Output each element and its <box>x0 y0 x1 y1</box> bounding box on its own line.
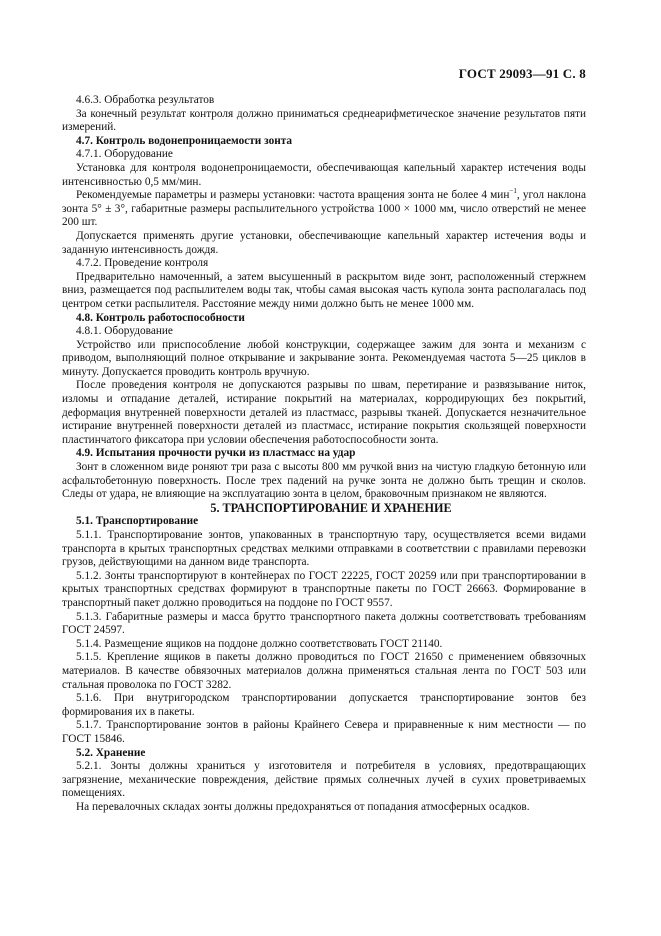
paragraph: Допускается применять другие установки, обеспечивающие капельный характер истечения воды и заданную интенсивность дождя. <box>62 229 586 256</box>
section-heading-4-8: 4.8. Контроль работоспособности <box>76 311 245 324</box>
subsection-heading-4-7-2: 4.7.2. Проведение контроля <box>76 257 209 270</box>
section-title-5: 5. ТРАНСПОРТИРОВАНИЕ И ХРАНЕНИЕ <box>210 500 452 515</box>
paragraph: 5.1.6. При внутригородском транспортировании допускается транспортирование зонтов без формирования их в пакеты. <box>62 692 586 718</box>
paragraph-parameters <box>62 189 586 230</box>
paragraph: 5.1.3. Габаритные размеры и масса брутто транспортного пакета должны соответствовать требованиям ГОСТ 24597. <box>62 610 586 637</box>
paragraph-text: Рекомендуемые параметры и размеры установки: частота вращения зонта не более 4 мин <box>76 189 510 202</box>
paragraph: Предварительно намоченный, а затем высушенный в раскрытом виде зонт, расположенный стержнем вниз, размещается под распылителем воды так, чтобы самая высокая часть купола зонта располагалась под центром сетки распылителя. Расстояние между ними должно быть не менее 1000 мм. <box>62 270 586 310</box>
section-heading-4-7: 4.7. Контроль водонепроницаемости зонта <box>76 134 293 147</box>
paragraph: Зонт в сложенном виде роняют три раза с высоты 800 мм ручкой вниз на чистую гладкую бетонную или асфальтобетонную поверхность. После трех падений на ручке зонта не должно быть трещин и сколов. Следы от удара, не влияющие на эксплуатацию зонта в целом, браковочным признаком не являются. <box>62 461 586 501</box>
paragraph: После проведения контроля не допускаются разрывы по швам, перетирание и развязывание ниток, изломы и отпадание деталей, истирание покрытий на материалах, корродирующих без покрытий, деформация внутренней поверхности деталей из пластмасс, разрывы тканей. Допускается незначительное истирание внутренней поверхности деталей из пластмасс, истирание покрытия скользящей поверхности пластинчатого фиксатора при условии обеспечения работоспособности зонта. <box>62 379 586 446</box>
superscript-exponent: −1 <box>509 187 517 196</box>
paragraph-text: , угол наклона зонта 5° ± 3°, габаритные размеры распылительного устройства 1000 × 1000 мм, число отверстий не менее 200 шт. <box>62 189 586 229</box>
paragraph: 5.1.1. Транспортирование зонтов, упакованных в транспортную тару, осуществляется всеми видами транспорта в крытых транспортных средствах мелкими отправками в соответствии с правилами перевозки грузов, действующими на данном виде транспорта. <box>62 529 586 569</box>
subsection-heading-4-8-1: 4.8.1. Оборудование <box>76 325 173 338</box>
paragraph: Устройство или приспособление любой конструкции, содержащее зажим для зонта и механизм с приводом, выполняющий полное открывание и закрывание зонта. Рекомендуемая частота 5—25 циклов в минуту. Допускается проводить контроль вручную. <box>62 338 586 378</box>
paragraph: 5.1.4. Размещение ящиков на поддоне должно соответствовать ГОСТ 21140. <box>76 637 443 650</box>
paragraph: На перевалочных складах зонты должны предохраняться от попадания атмосферных осадков. <box>76 800 530 813</box>
document-body <box>62 94 586 814</box>
page-header-doc-ref: ГОСТ 29093—91 С. 8 <box>458 66 586 81</box>
subsection-heading-4-7-1: 4.7.1. Оборудование <box>76 148 173 161</box>
paragraph: За конечный результат контроля должно приниматься среднеарифметическое значение результатов пяти измерений. <box>62 107 586 134</box>
section-heading-5-1: 5.1. Транспортирование <box>76 515 199 528</box>
paragraph: 5.2.1. Зонты должны храниться у изготовителя и потребителя в условиях, предотвращающих загрязнение, механические повреждения, действие прямых солнечных лучей в сухих проветриваемых помещениях. <box>62 760 586 800</box>
section-heading-5-2: 5.2. Хранение <box>76 746 146 759</box>
section-heading-4-9: 4.9. Испытания прочности ручки из пластмасс на удар <box>76 447 356 460</box>
paragraph: 5.1.7. Транспортирование зонтов в районы Крайнего Севера и приравненные к ним местности — по ГОСТ 15846. <box>62 719 586 745</box>
paragraph: Установка для контроля водонепроницаемости, обеспечивающая капельный характер истечения воды интенсивностью 0,5 мм/мин. <box>62 161 586 188</box>
paragraph: 5.1.5. Крепление ящиков в пакеты должно проводиться по ГОСТ 21650 с применением обвязочных материалов. В качестве обвязочных материалов должна применяться стальная лента по ГОСТ 503 или стальная проволока по ГОСТ 3282. <box>62 651 586 691</box>
paragraph: 5.1.2. Зонты транспортируют в контейнерах по ГОСТ 22225, ГОСТ 20259 или при транспортировании в крытых транспортных средствах формируют в транспортные пакеты по ГОСТ 26663. Формирование в транспортный пакет должно проводиться на поддоне по ГОСТ 9557. <box>62 569 586 609</box>
subsection-heading-4-6-3: 4.6.3. Обработка результатов <box>76 94 215 106</box>
